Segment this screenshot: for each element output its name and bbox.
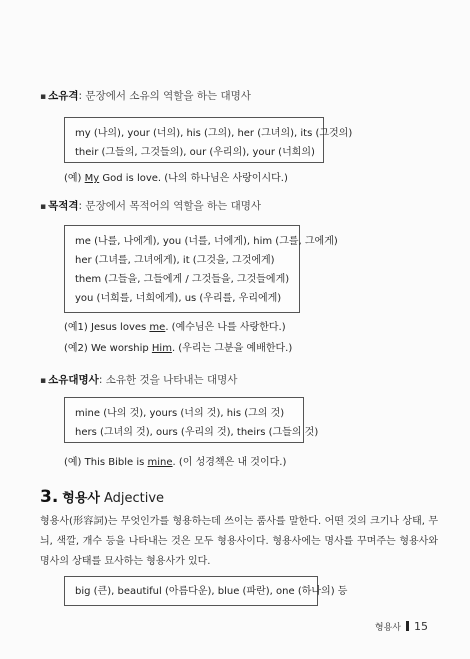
box-line: mine (나의 것), yours (너의 것), his (그의 것) <box>75 408 285 419</box>
page-footer <box>375 620 428 633</box>
section-number: 3. <box>40 487 59 507</box>
example-rest: . (우리는 그분을 예배한다.) <box>171 343 293 354</box>
heading-term: 소유대명사 <box>48 374 99 386</box>
box-line: her (그녀를, 그녀에게), it (그것을, 그것에게) <box>75 255 275 266</box>
example-underlined: Him <box>151 343 172 354</box>
example-prefix: (예) This Bible is <box>64 457 148 468</box>
example-prefix: (예) <box>64 173 85 184</box>
section-heading <box>40 487 164 507</box>
section-paragraph: 형용사(形容詞)는 무엇인가를 형용하는데 쓰이는 품사를 말한다. 어떤 것의 크기나 상태, 무늬, 색깔, 개수 등을 나타내는 것은 모두 형용사이다. 형용사에는 명사를 꾸며주는 형용사와 명사의 상태를 묘사하는 형용사가 있다. <box>40 516 438 567</box>
page-number: 15 <box>414 620 428 633</box>
bullet-icon: ▪ <box>40 376 47 386</box>
box-line: you (너희를, 너희에게), us (우리를, 우리에게) <box>75 293 282 304</box>
adjective-box <box>64 576 348 606</box>
heading-term: 소유격 <box>48 90 79 102</box>
box-line: my (나의), your (너의), his (그의), her (그녀의), its (그것의) <box>75 128 353 139</box>
heading-term: 목적격 <box>48 200 79 212</box>
box-line: them (그들을, 그들에게 / 그것들을, 그것들에게) <box>75 274 290 285</box>
section-title-ko: 형용사 <box>62 491 100 506</box>
box-line: their (그들의, 그것들의), our (우리의), your (너희의) <box>75 147 315 158</box>
example-underlined: mine <box>147 457 173 468</box>
heading-desc: : 문장에서 목적어의 역할을 하는 대명사 <box>78 200 262 212</box>
example-prefix: (예2) We worship <box>64 343 152 354</box>
possessive-pronoun-heading <box>40 373 237 388</box>
possessive-box <box>64 117 353 163</box>
possessive-heading <box>40 89 251 104</box>
objective-example-2 <box>64 342 292 356</box>
footer-label: 형용사 <box>374 623 401 633</box>
example-rest: . (예수님은 나를 사랑한다.) <box>165 322 286 333</box>
possessive-example <box>64 172 288 186</box>
box-line: hers (그녀의 것), ours (우리의 것), theirs (그들의 것) <box>75 427 319 438</box>
heading-desc: : 소유한 것을 나타내는 대명사 <box>98 374 238 386</box>
example-underlined: me <box>149 322 166 333</box>
example-rest: God is love. (나의 하나님은 사랑이시다.) <box>99 173 288 184</box>
section-title-en: Adjective <box>103 491 165 506</box>
possessive-pronoun-box <box>64 397 319 443</box>
possessive-pronoun-example <box>64 456 286 470</box>
objective-heading <box>40 199 261 214</box>
bullet-icon: ▪ <box>40 202 47 212</box>
example-underlined: My <box>84 173 100 184</box>
example-rest: . (이 성경책은 내 것이다.) <box>172 457 287 468</box>
heading-desc: : 문장에서 소유의 역할을 하는 대명사 <box>78 90 251 102</box>
bullet-icon: ▪ <box>40 92 47 102</box>
objective-example-1 <box>64 321 286 335</box>
footer-divider <box>406 621 409 631</box>
example-prefix: (예1) Jesus loves <box>64 322 150 333</box>
box-line: me (나를, 나에게), you (너를, 너에게), him (그를, 그에게) <box>75 236 338 247</box>
objective-box <box>64 225 338 313</box>
box-line: big (큰), beautiful (아름다운), blue (파란), one (하나의) 등 <box>75 586 348 597</box>
